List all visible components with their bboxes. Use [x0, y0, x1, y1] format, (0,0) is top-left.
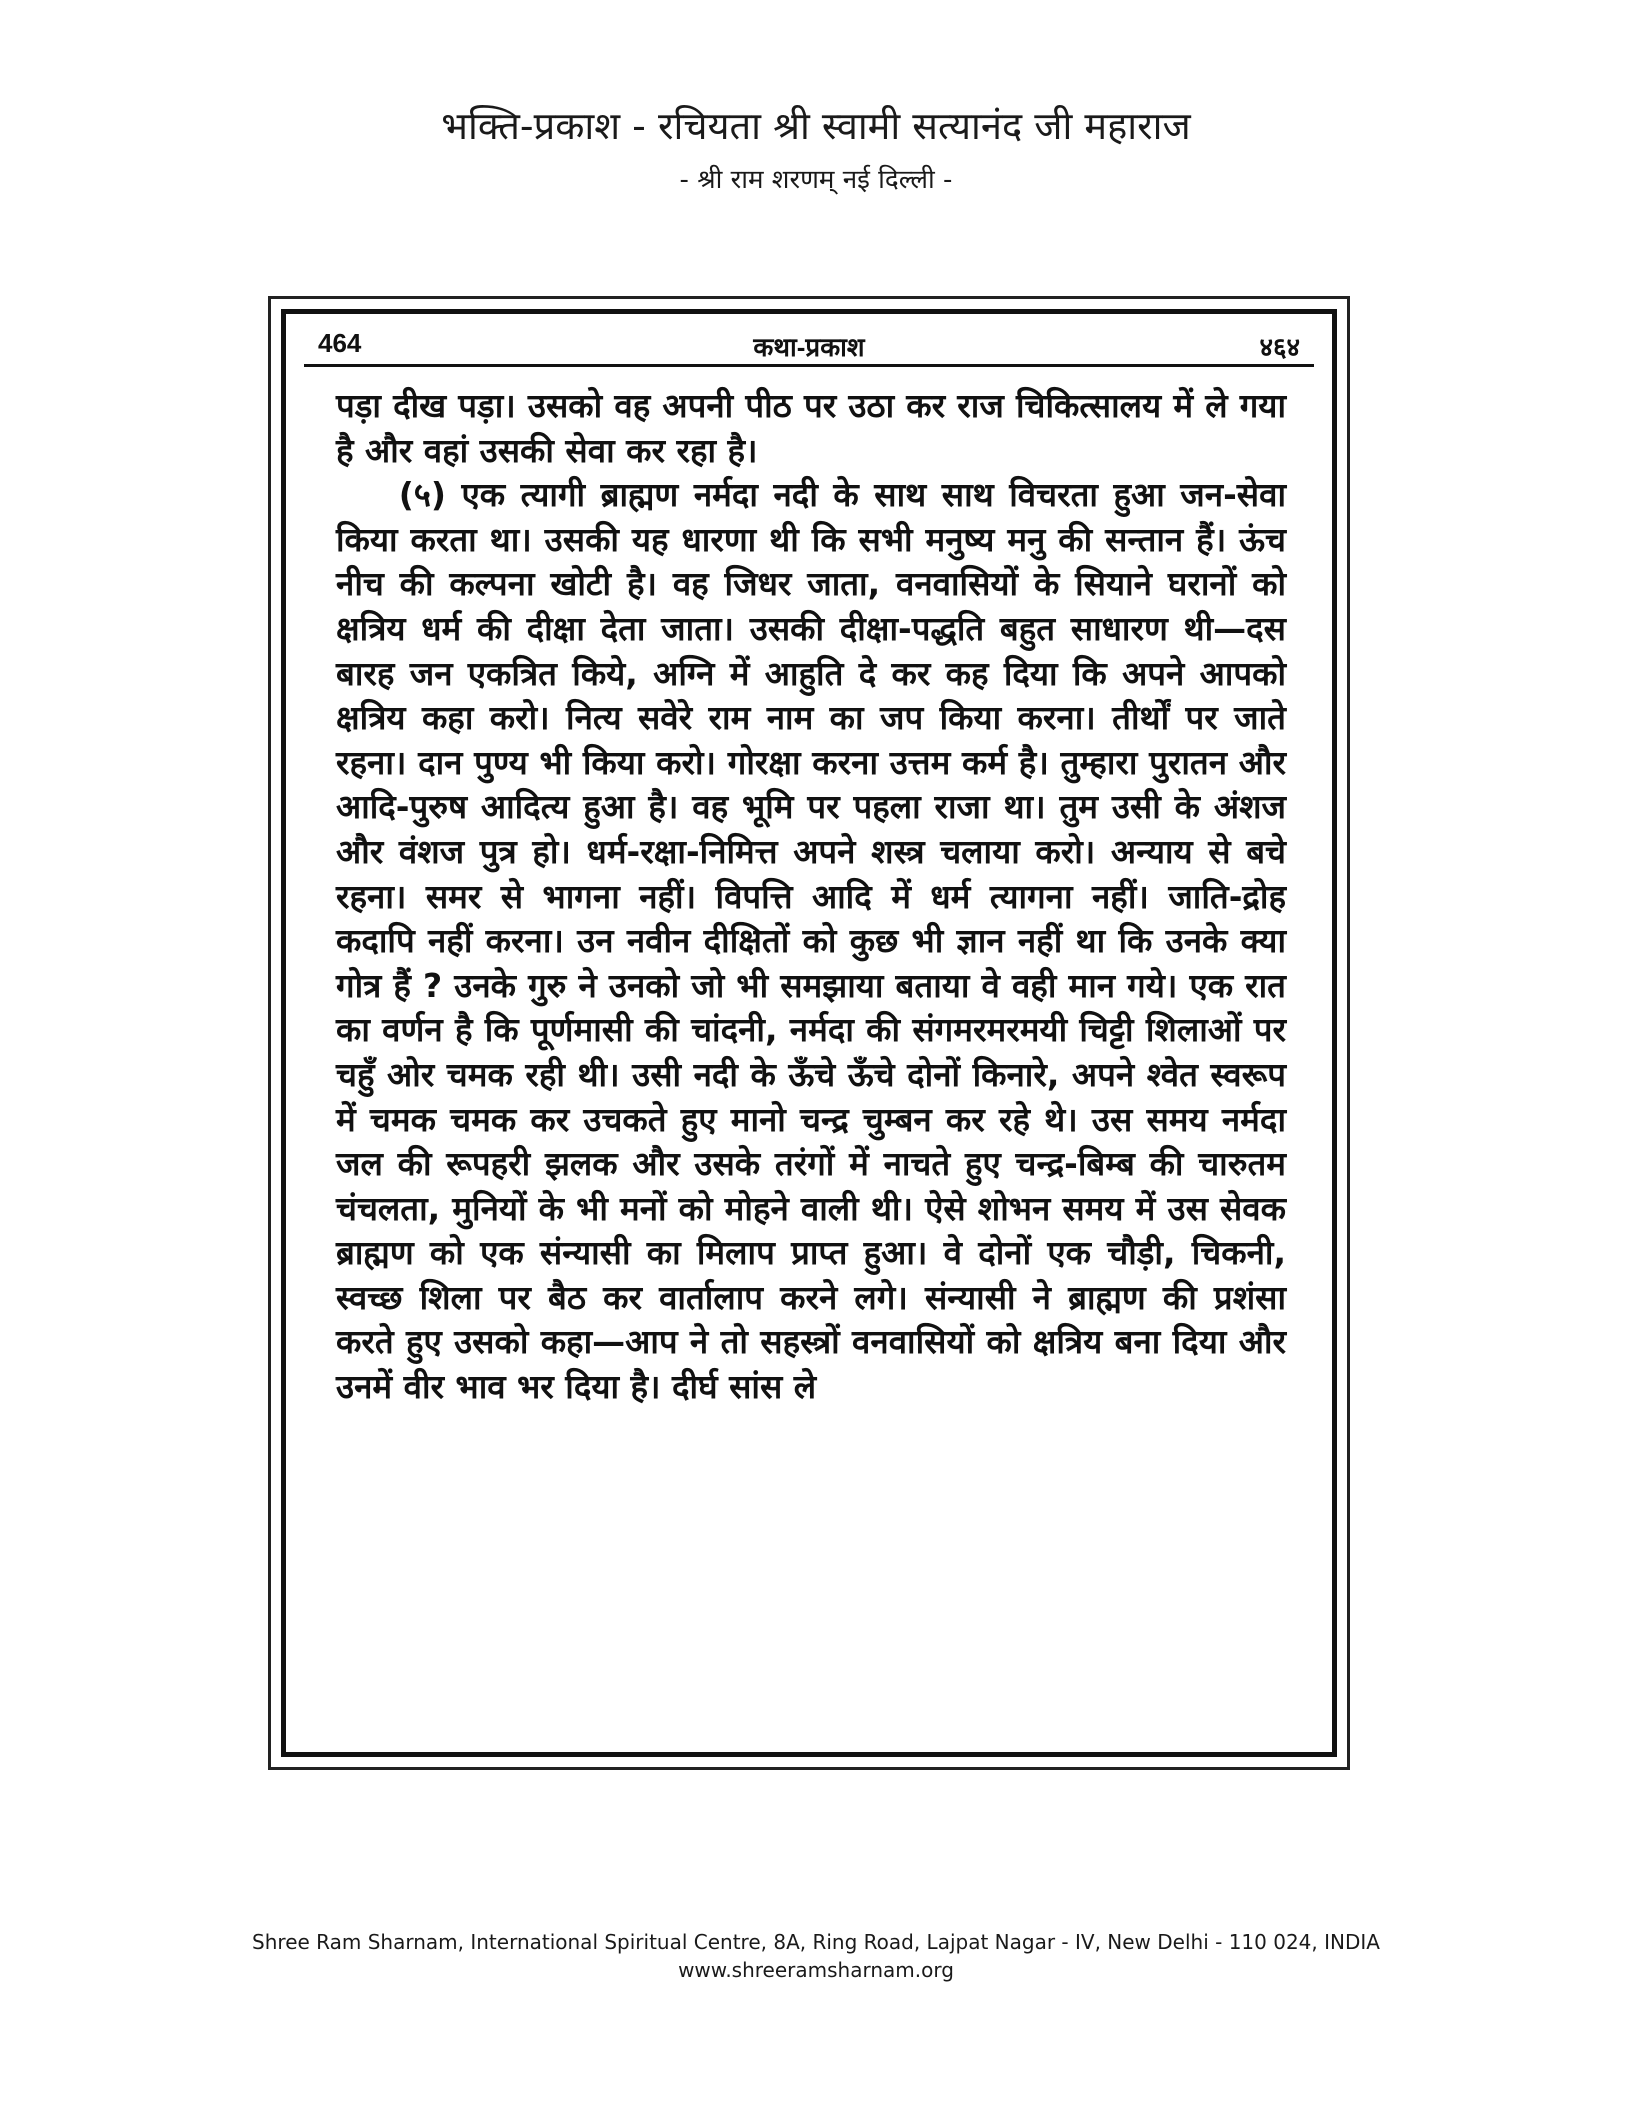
paragraph-1: पड़ा दीख पड़ा। उसको वह अपनी पीठ पर उठा कर राज चिकित्सालय में ले गया है और वहां उसकी सेवा कर रहा है।: [336, 386, 1286, 470]
paragraph-2: (५) एक त्यागी ब्राह्मण नर्मदा नदी के साथ साथ विचरता हुआ जन-सेवा किया करता था। उसकी यह धारणा थी कि सभी मनुष्य मनु की सन्तान हैं। ऊंच नीच की कल्पना खोटी है। वह जिधर जाता, वनवासियों के सियाने घरानों को क्षत्रिय धर्म की दीक्षा देता जाता। उसकी दीक्षा-पद्धति बहुत साधारण थी—दस बारह जन एकत्रित किये, अग्नि में आहुति दे कर कह दिया कि अपने आपको क्षत्रिय कहा करो। नित्य सवेरे राम नाम का जप किया करना। तीर्थों पर जाते रहना। दान पुण्य भी किया करो। गोरक्षा करना उत्तम कर्म है। तुम्हारा पुरातन और आदि-पुरुष आदित्य हुआ है। वह भूमि पर पहला राजा था। तुम उसी के अंशज और वंशज पुत्र हो। धर्म-रक्षा-निमित्त अपने शस्त्र चलाया करो। अन्याय से बचे रहना। समर से भागना नहीं। विपत्ति आदि में धर्म त्यागना नहीं। जाति-द्रोह कदापि नहीं करना। उन नवीन दीक्षितों को कुछ भी ज्ञान नहीं था कि उनके क्या गोत्र हैं ? उनके गुरु ने उनको जो भी समझाया बताया वे वही मान गये। एक रात का वर्णन है कि पूर्णमासी की चांदनी, नर्मदा की संगमरमरमयी चिट्टी शिलाओं पर चहुँ ओर चमक रही थी। उसी नदी के ऊँचे ऊँचे दोनों किनारे, अपने श्वेत स्वरूप में चमक चमक कर उचकते हुए मानो चन्द्र चुम्बन कर रहे थे। उस समय नर्मदा जल की रूपहरी झलक और उसके तरंगों में नाचते हुए चन्द्र-बिम्ब की चारुतम चंचलता, मुनियों के भी मनों को मोहने वाली थी। ऐसे शोभन समय में उस सेवक ब्राह्मण को एक संन्यासी का मिलाप प्राप्त हुआ। वे दोनों एक चौड़ी, चिकनी, स्वच्छ शिला पर बैठ कर वार्तालाप करने लगे। संन्यासी ने ब्राह्मण की प्रशंसा करते हुए उसको कहा—आप ने तो सहस्त्रों वनवासियों को क्षत्रिय बना दिया और उनमें वीर भाव भर दिया है। दीर्घ सांस ले: [336, 475, 1286, 1407]
book-title: भक्ति-प्रकाश - रचियता श्री स्वामी सत्यानंद जी महाराज: [441, 104, 1191, 148]
footer-address: Shree Ram Sharnam, International Spiritual Centre, 8A, Ring Road, Lajpat Nagar - IV, New Delhi - 110 024, INDIA: [252, 1930, 1380, 1954]
page-number-devanagari: ४६४: [1259, 332, 1300, 362]
publisher-subtitle: - श्री राम शरणम् नई दिल्ली -: [679, 165, 953, 195]
page-frame-inner: [281, 309, 1337, 1757]
page-frame-outer: [268, 296, 1350, 1770]
page-number-latin: 464: [318, 328, 362, 358]
running-head: [304, 322, 1314, 367]
page-footer: [0, 1928, 1632, 1984]
section-title: कथा-प्रकाश: [753, 332, 865, 362]
body-text: [336, 384, 1286, 1410]
page-header: [0, 100, 1632, 202]
footer-website: www.shreeramsharnam.org: [678, 1958, 954, 1982]
